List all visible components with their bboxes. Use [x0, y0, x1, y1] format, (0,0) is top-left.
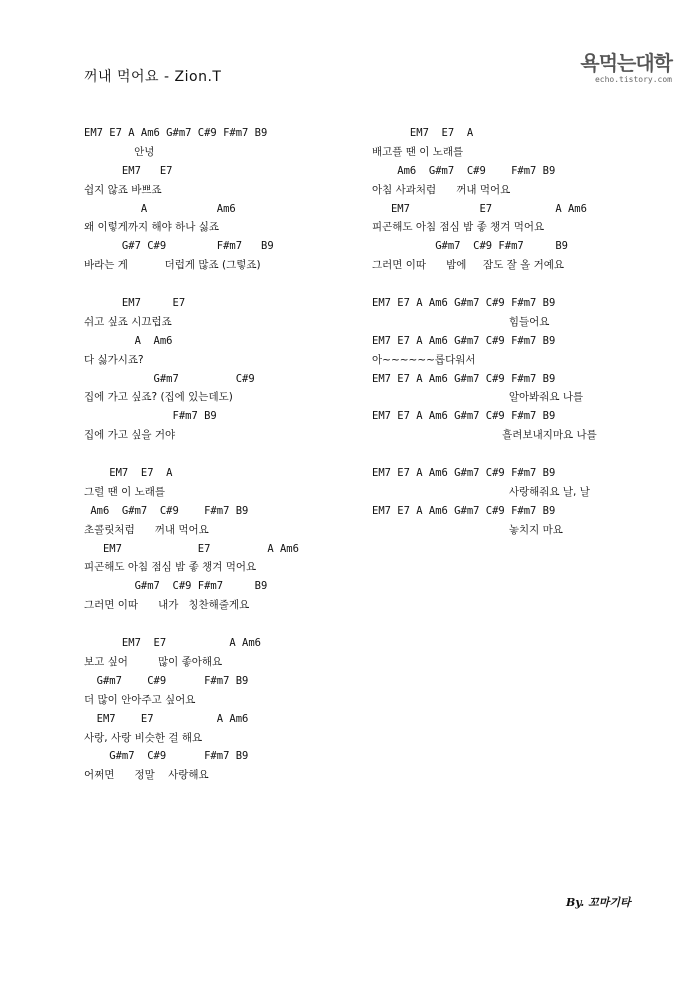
lyric-line: 사랑, 사랑 비슷한 걸 해요: [84, 731, 203, 744]
lyric-line: 그러면 이따 내가 칭찬해줄게요: [84, 599, 250, 612]
logo-text: 욕먹는대학: [580, 51, 672, 75]
chord-line: EM7 E7: [84, 297, 186, 310]
chord-line: EM7 E7 A Am6 G#m7 C#9 F#m7 B9: [372, 467, 556, 480]
logo-url: echo.tistory.com: [594, 75, 672, 84]
site-logo: [572, 52, 672, 84]
lyric-line: 피곤해도 아침 점심 밤 좋 챙겨 먹어요: [372, 221, 545, 234]
chord-line: G#m7 C#9 F#m7 B9: [372, 240, 568, 253]
chord-line: EM7 E7 A Am6: [84, 637, 262, 650]
lyric-line: 다 싫가시죠?: [84, 353, 144, 366]
chord-line: EM7 E7 A Am6: [84, 712, 249, 725]
blank-line: [372, 445, 597, 464]
lyric-line: 아침 사과처럼 꺼내 먹어요: [372, 183, 511, 196]
lyric-line: 바라는 게 더럽게 많죠 (그렇죠): [84, 259, 261, 272]
lyric-line: 초콜릿처럼 꺼내 먹어요: [84, 523, 209, 536]
lyric-line: 안녕: [84, 145, 155, 158]
chord-line: EM7 E7 A Am6 G#m7 C#9 F#m7 B9: [84, 127, 268, 139]
lyric-line: 알아봐줘요 나를: [372, 391, 584, 404]
lyric-line: 아~~~~~~롭다워서: [372, 353, 476, 366]
right-lyrics-column: [372, 124, 597, 540]
chord-line: G#m7 C#9: [84, 372, 255, 385]
left-lyrics-column: [84, 124, 299, 785]
chord-line: EM7 E7 A Am6: [372, 202, 587, 215]
blank-line: [372, 275, 597, 294]
lyric-line: 쉬고 싶죠 시끄럽죠: [84, 315, 172, 328]
chord-line: Am6 G#m7 C#9 F#m7 B9: [372, 164, 556, 177]
chord-line: A Am6: [84, 202, 236, 215]
chord-line: Am6 G#m7 C#9 F#m7 B9: [84, 504, 249, 517]
blank-line: [84, 445, 299, 464]
lyric-line: 쉽지 않죠 바쁘죠: [84, 183, 162, 196]
lyric-line: 그러면 이따 밤에 잠도 잘 올 거예요: [372, 259, 565, 272]
chord-line: G#m7 C#9 F#m7 B9: [84, 750, 249, 763]
chord-line: A Am6: [84, 334, 173, 347]
lyric-line: 그럴 땐 이 노래를: [84, 485, 166, 498]
lyric-line: 피곤해도 아침 점심 밤 좋 챙겨 먹어요: [84, 561, 257, 574]
chord-line: EM7 E7 A: [84, 467, 173, 480]
chord-line: EM7 E7: [84, 164, 173, 177]
chord-line: G#m7 C#9 F#m7 B9: [84, 580, 268, 593]
author-signature: By. 꼬마기타: [566, 896, 631, 909]
lyric-line: 더 많이 안아주고 싶어요: [84, 693, 196, 706]
chord-line: EM7 E7 A Am6 G#m7 C#9 F#m7 B9: [372, 372, 556, 385]
blank-line: [84, 275, 299, 294]
song-title: 꺼내 먹어요 - Zion.T: [84, 69, 222, 85]
chord-line: EM7 E7 A Am6: [84, 542, 299, 555]
chord-line: EM7 E7 A: [372, 127, 474, 139]
chord-line: EM7 E7 A Am6 G#m7 C#9 F#m7 B9: [372, 504, 556, 517]
lyric-line: 놓치지 마요: [372, 523, 563, 536]
chord-line: EM7 E7 A Am6 G#m7 C#9 F#m7 B9: [372, 297, 556, 310]
lyric-line: 사랑해줘요 날, 날: [372, 485, 590, 498]
lyric-line: 힘들어요: [372, 315, 550, 328]
lyric-line: 흘려보내지마요 나를: [372, 429, 597, 442]
chord-line: EM7 E7 A Am6 G#m7 C#9 F#m7 B9: [372, 334, 556, 347]
lyric-line: 어쩌면 정말 사랑해요: [84, 769, 209, 782]
lyric-line: 보고 싶어 많이 좋아해요: [84, 655, 223, 668]
chord-line: F#m7 B9: [84, 410, 217, 423]
lyric-line: 집에 가고 싶죠? (집에 있는데도): [84, 391, 233, 404]
chord-line: G#m7 C#9 F#m7 B9: [84, 674, 249, 687]
lyric-line: 집에 가고 싶을 거야: [84, 429, 176, 442]
lyric-line: 배고플 땐 이 노래를: [372, 145, 464, 158]
blank-line: [84, 615, 299, 634]
lyric-line: 왜 이렇게까지 해야 하나 싫죠: [84, 221, 220, 234]
chord-line: EM7 E7 A Am6 G#m7 C#9 F#m7 B9: [372, 410, 556, 423]
chord-line: G#7 C#9 F#m7 B9: [84, 240, 274, 253]
